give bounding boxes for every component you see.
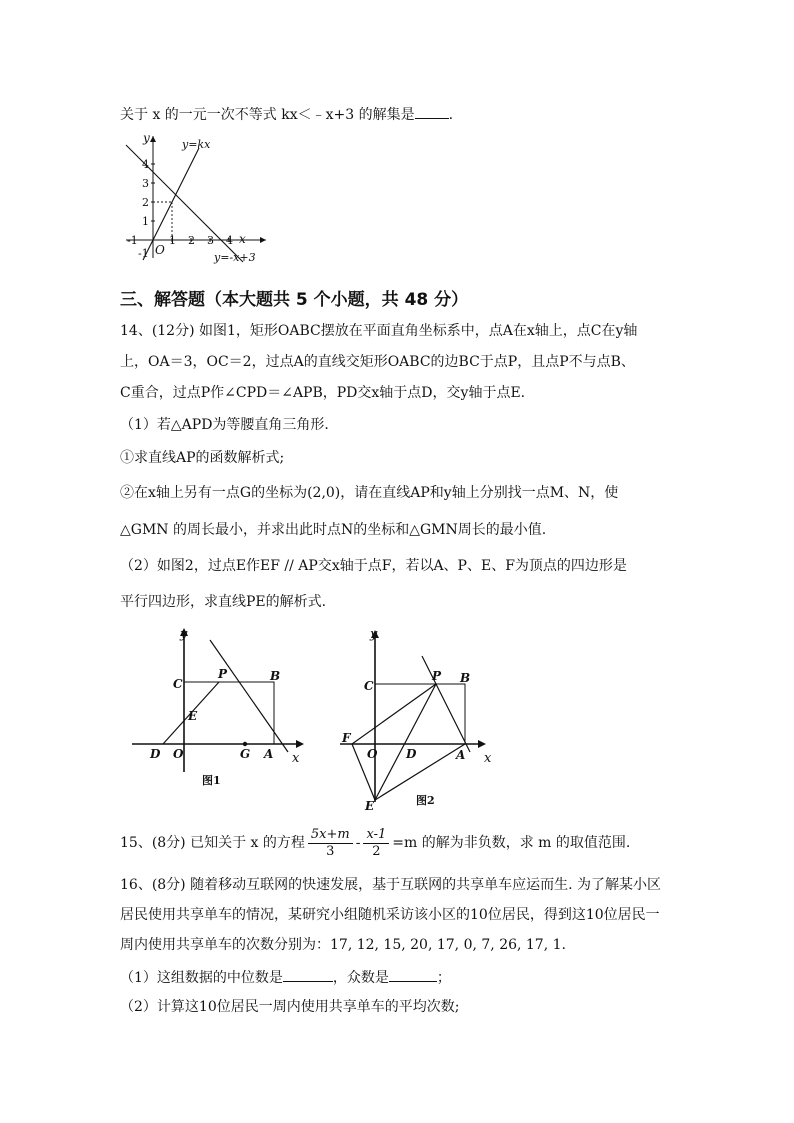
figure-1 xyxy=(128,622,310,792)
graph1-tick-x-3: 3 xyxy=(207,234,214,247)
q13-answer-blank[interactable] xyxy=(415,104,449,119)
q14-line-3: C重合，过点P作∠CPD＝∠APB，PD交x轴于点D，交y轴于点E. xyxy=(120,385,526,401)
q15-frac1-numerator: 5x+m xyxy=(308,827,353,844)
x-axis-arrow xyxy=(260,237,266,243)
q15-fraction-1 xyxy=(308,827,353,860)
graph1-tick-x-neg1: -1 xyxy=(127,234,138,247)
figure-2 xyxy=(330,622,510,812)
q14-part-1b-line-1: ②在x轴上另有一点G的坐标为(2,0)，请在直线AP和y轴上分别找一点M、N，使 xyxy=(120,485,619,501)
q15-frac2-denominator: 2 xyxy=(372,843,381,859)
fig1-label-c: C xyxy=(173,677,183,691)
q15-suffix: =m 的解为非负数，求 m 的取值范围. xyxy=(392,835,631,851)
graph1-tick-y-3: 3 xyxy=(142,177,149,190)
q14-part-1: （1）若△APD为等腰直角三角形. xyxy=(120,417,329,433)
q16-p1-end: ； xyxy=(436,970,451,986)
fig2-label-f: F xyxy=(342,731,351,745)
graph1-tick-y-1: 1 xyxy=(142,215,149,228)
graph1-axis-y: y xyxy=(143,131,150,145)
fig1-label-g: G xyxy=(240,747,251,761)
q14-part-2-line-1: （2）如图2，过点E作EF // AP交x轴于点F，若以A、P、E、F为顶点的四边形是 xyxy=(120,558,627,574)
q16-mode-blank[interactable] xyxy=(389,967,437,982)
fig2-line-pe xyxy=(375,684,436,800)
fig1-x-arrow xyxy=(296,740,304,748)
fig1-label-x: x xyxy=(292,751,300,766)
fig2-label-y: y xyxy=(370,627,378,642)
fig2-label-d: D xyxy=(406,747,417,761)
fig2-label-o: O xyxy=(367,747,378,761)
q13-stem: 关于 x 的一元一次不等式 kx＜﹣x+3 的解集是 xyxy=(120,107,415,123)
fig2-label-a: A xyxy=(456,748,466,762)
fig2-label-c: C xyxy=(364,679,374,693)
q14-part-1b-line-2: △GMN 的周长最小，并求出此时点N的坐标和△GMN周长的最小值. xyxy=(120,522,547,538)
q13-graph xyxy=(118,130,278,265)
q13-line xyxy=(120,104,453,124)
q16-median-blank[interactable] xyxy=(283,967,333,982)
y-axis-arrow xyxy=(150,136,156,142)
q16-part-2: （2）计算这10位居民一周内使用共享单车的平均次数; xyxy=(120,999,460,1015)
fig1-label-b: B xyxy=(270,669,281,683)
fig2-label-b: B xyxy=(460,671,471,685)
q16-p1-mode-label: ，众数是 xyxy=(332,970,389,986)
graph1-label-line: y=-x+3 xyxy=(214,251,256,264)
q16-line-3: 周内使用共享单车的次数分别为：17, 12, 15, 20, 17, 0, 7, 26, 17, 1. xyxy=(120,937,566,953)
fig2-line-fp xyxy=(352,684,436,744)
fig1-line-ap xyxy=(210,640,288,752)
q16-line-2: 居民使用共享单车的情况，某研究小组随机采访该小区的10位居民，得到这10位居民一 xyxy=(120,907,660,923)
graph1-tick-x-4: 4 xyxy=(226,234,233,247)
q13-end: . xyxy=(448,107,454,123)
graph1-label-kx: y=kx xyxy=(182,138,211,151)
graph1-tick-y-2: 2 xyxy=(142,196,149,209)
graph1-axis-x: x xyxy=(239,232,246,246)
q15-frac1-denominator: 3 xyxy=(326,843,335,859)
q14-line-1: 14、(12分) 如图1，矩形OABC摆放在平面直角坐标系中，点A在x轴上，点C在y轴 xyxy=(120,323,638,339)
q15-fraction-2 xyxy=(363,827,389,860)
graph1-tick-y-neg1: -1 xyxy=(138,247,149,260)
fig2-label-e: E xyxy=(365,799,375,812)
q14-line-2: 上，OA＝3，OC＝2，过点A的直线交矩形OABC的边BC于点P，且点P不与点B、 xyxy=(120,354,635,370)
fig2-x-arrow xyxy=(478,740,486,748)
section-3-title: 三、解答题（本大题共 5 个小题，共 48 分） xyxy=(120,290,469,310)
fig2-label-x: x xyxy=(484,751,492,766)
q16-p1-median-label: （1）这组数据的中位数是 xyxy=(120,970,283,986)
graph1-tick-x-1: 1 xyxy=(169,234,176,247)
q14-part-1a: ①求直线AP的函数解析式; xyxy=(120,450,285,466)
graph1-tick-x-2: 2 xyxy=(188,234,195,247)
q16-part-1 xyxy=(120,967,451,987)
q15-minus: - xyxy=(355,835,361,851)
q15-prefix: 15、(8分) 已知关于 x 的方程 xyxy=(120,835,305,851)
fig1-label-e: E xyxy=(188,709,198,723)
q16-line-1: 16、(8分) 随着移动互联网的快速发展，基于互联网的共享单车应运而生. 为了解某小区 xyxy=(120,877,661,893)
fig1-label-y: y xyxy=(180,627,188,642)
graph1-origin: O xyxy=(155,243,165,257)
fig2-caption: 图2 xyxy=(416,794,435,807)
graph1-tick-y-4: 4 xyxy=(142,158,149,171)
fig1-label-o: O xyxy=(173,747,184,761)
fig2-label-p: P xyxy=(432,669,442,683)
fig2-line-ea xyxy=(375,744,465,800)
q14-part-2-line-2: 平行四边形，求直线PE的解析式. xyxy=(120,594,327,610)
fig1-label-d: D xyxy=(150,747,161,761)
q15-frac2-numerator: x-1 xyxy=(363,827,389,844)
q15-line xyxy=(120,826,630,860)
fig1-label-a: A xyxy=(264,747,274,761)
fig1-point-g xyxy=(243,742,247,746)
fig1-caption: 图1 xyxy=(202,774,221,787)
fig1-label-p: P xyxy=(218,667,228,681)
